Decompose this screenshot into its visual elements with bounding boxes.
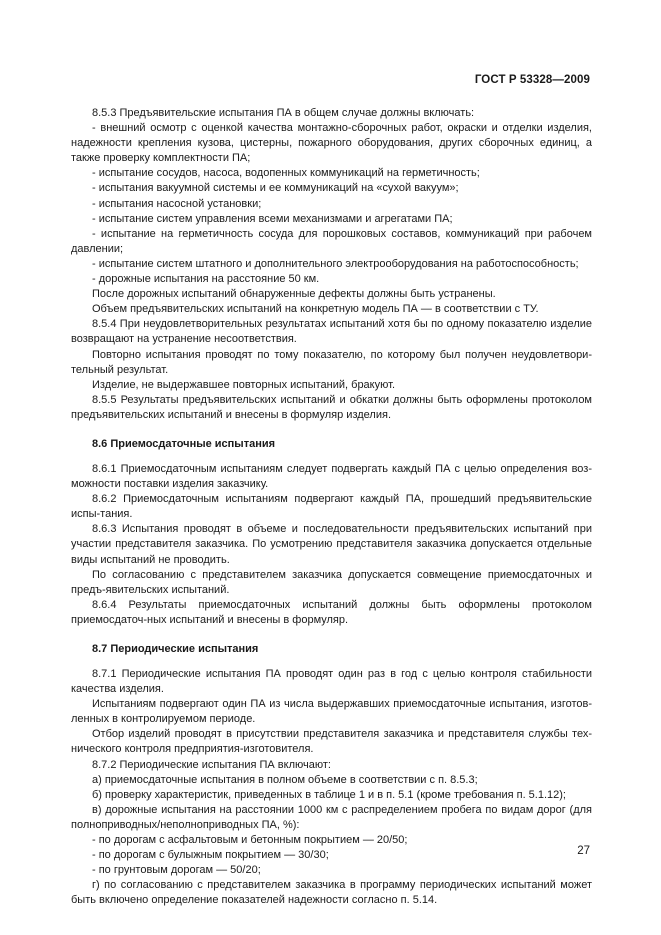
paragraph-8-7-2: 8.7.2 Периодические испытания ПА включают: bbox=[92, 758, 331, 771]
paragraph-8-5-4: 8.5.4 При неудовлетворительных результатах испытаний хотя бы по одному показателю изделие возвращают на устранение несоответствия. bbox=[71, 318, 592, 346]
paragraph: Повторно испытания проводят по тому показателю, по которому был получен неудовлетвори-тельный результат. bbox=[71, 348, 592, 376]
list-item: а) приемосдаточные испытания в полном объеме в соответствии с п. 8.5.3; bbox=[92, 773, 478, 786]
section-heading-8-7: 8.7 Периодические испытания bbox=[92, 643, 259, 655]
document-id: ГОСТ Р 53328—2009 bbox=[474, 74, 590, 86]
paragraph-8-7-1: 8.7.1 Периодические испытания ПА проводят один раз в год с целью контроля стабильности качества изделия. bbox=[71, 668, 592, 696]
paragraph: Испытаниям подвергают один ПА из числа выдержавших приемосдаточные испытания, изготов-ленных в контролируемом периоде. bbox=[71, 698, 592, 726]
list-item: - по дорогам с булыжным покрытием — 30/30; bbox=[92, 849, 329, 862]
paragraph-8-5-5: 8.5.5 Результаты предъявительских испытаний и обкатки должны быть оформлены протоколом предъявительских испытаний и внесены в формуляр изделия. bbox=[71, 393, 592, 421]
paragraph: Изделие, не выдержавшее повторных испытаний, бракуют. bbox=[92, 378, 395, 391]
paragraph: Объем предъявительских испытаний на конкретную модель ПА — в соответствии с ТУ. bbox=[92, 303, 539, 316]
list-item: - по дорогам с асфальтовым и бетонным покрытием — 20/50; bbox=[92, 834, 408, 847]
paragraph: После дорожных испытаний обнаруженные дефекты должны быть устранены. bbox=[92, 288, 496, 301]
page-number: 27 bbox=[577, 845, 590, 857]
paragraph-8-6-1: 8.6.1 Приемосдаточным испытаниям следует подвергать каждый ПА с целью определения воз-можности поставки изделия заказчику. bbox=[71, 462, 592, 491]
list-item: - испытание на герметичность сосуда для порошковых составов, коммуникаций при рабочем давлении; bbox=[71, 227, 592, 255]
list-item: в) дорожные испытания на расстоянии 1000 км с распределением пробега по видам дорог (для полноприводных/неполноприводных ПА, %): bbox=[71, 803, 592, 831]
list-item: - испытание систем штатного и дополнительного электрооборудования на работоспособность; bbox=[92, 257, 579, 270]
list-item: - по грунтовым дорогам — 50/20; bbox=[92, 864, 261, 877]
list-item: - испытание сосудов, насоса, водопенных коммуникаций на герметичность; bbox=[92, 167, 480, 180]
paragraph-8-5-3-intro: 8.5.3 Предъявительские испытания ПА в общем случае должны включать: bbox=[92, 107, 475, 119]
paragraph: По согласованию с представителем заказчика допускается совмещение приемосдаточных и предъ-явительских испытаний. bbox=[71, 568, 592, 596]
section-heading-8-6: 8.6 Приемосдаточные испытания bbox=[92, 437, 276, 450]
list-item: г) по согласованию с представителем заказчика в программу периодических испытаний может быть включено определение показателей надежности согласно п. 5.14. bbox=[71, 879, 592, 907]
list-item: - дорожные испытания на расстояние 50 км. bbox=[92, 273, 320, 286]
paragraph-8-6-3: 8.6.3 Испытания проводят в объеме и последовательности предъявительских испытаний при участии представителя заказчика. По усмотрению представителя заказчика допускается отдельные виды испытаний не проводить. bbox=[71, 523, 592, 566]
document-body bbox=[71, 106, 592, 909]
list-item: б) проверку характеристик, приведенных в таблице 1 и в п. 5.1 (кроме требования п. 5.1.12); bbox=[92, 788, 566, 801]
list-item: - испытания вакуумной системы и ее коммуникаций на «сухой вакуум»; bbox=[92, 182, 459, 195]
list-item: - испытания насосной установки; bbox=[92, 197, 262, 210]
paragraph: Отбор изделий проводят в присутствии представителя заказчика и представителя службы тех-нического контроля предприятия-изготовителя. bbox=[71, 728, 592, 756]
list-item: - испытание систем управления всеми механизмами и агрегатами ПА; bbox=[92, 212, 453, 225]
list-item: - внешний осмотр с оценкой качества монтажно-сборочных работ, окраски и отделки изделия, надежности крепления кузова, цистерны, пожарного оборудования, других сборочных единиц, а также проверку комплектности ПА; bbox=[71, 122, 592, 165]
paragraph-8-6-4: 8.6.4 Результаты приемосдаточных испытаний должны быть оформлены протоколом приемосдаточ-ных испытаний и внесены в формуляр. bbox=[71, 598, 592, 626]
paragraph-8-6-2: 8.6.2 Приемосдаточным испытаниям подвергают каждый ПА, прошедший предъявительские испы-тания. bbox=[71, 493, 592, 521]
